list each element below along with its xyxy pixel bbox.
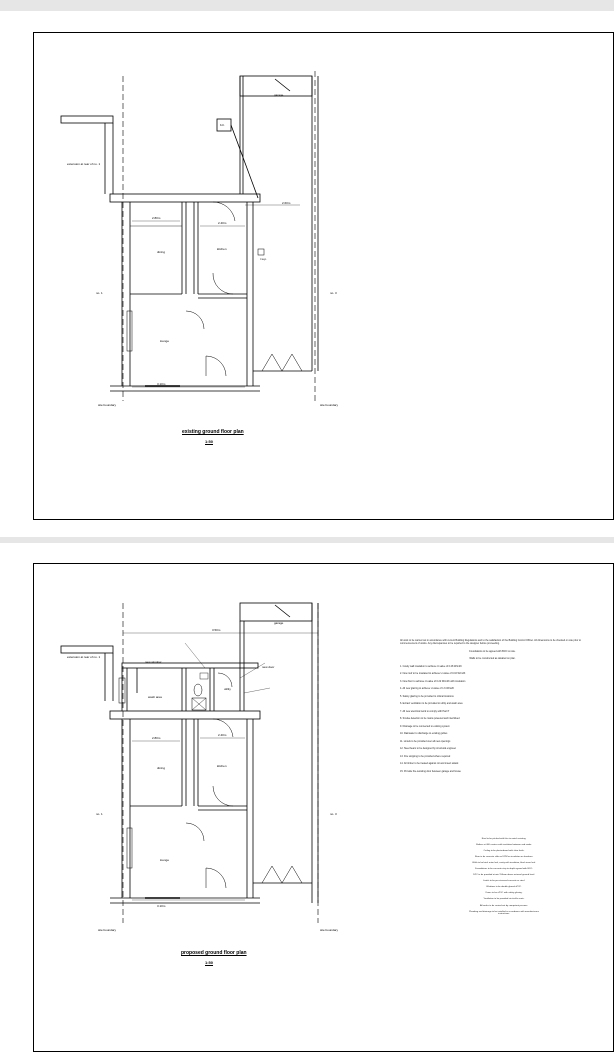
drawing-title: existing ground floor plan [182,429,244,435]
construction-note: DPC to be provided at min 150mm above external ground level. [473,874,535,877]
drawing-scale: 1:50 [205,960,214,965]
room-label-lounge: lounge [160,339,170,343]
spec-note: 13. Fire stopping to be provided where required [400,754,451,758]
construction-note: Ceiling to be plasterboard with skim finish. [483,850,525,853]
dimension-bottom: 3.10m [157,904,166,908]
construction-note: Lintels to be pre-stressed concrete or steel. [483,880,525,883]
neighbour-note: extension at rear of no. 1 [67,655,101,659]
spec-note: Foundations to be agreed with BCO on site. [469,649,516,653]
room-label-kitchen: kitchen [217,247,227,251]
bin-label: b.h. [220,123,226,127]
spec-note: 7. All new electrical work to comply with Part P [400,709,450,713]
spec-note: 5. Safety glazing to be provided to critical locations [400,694,454,698]
dimension-top: 3.50m [212,628,221,632]
existing-floor-plan-drawing [0,11,614,537]
spec-note: 12. Steel beam to be designed by structural engineer [400,747,457,750]
garage-label: garage [274,621,284,625]
spec-note: 15. Provide fire-resisting door between garage and house [400,769,461,773]
proposed-floor-plan-drawing [0,543,614,1053]
neighbour-note: extension at rear of no. 1 [67,162,101,166]
side-label-right: no. 3 [330,291,337,295]
spec-note: 3. New floor to achieve U-value of 0.22 W/m2K with insulation [400,679,466,683]
construction-note: Roof to be pitched with tiles to match existing. [481,838,527,840]
drawing-sheet-existing [0,11,614,537]
gully-label: r.w.p. [260,257,268,261]
dimension-dining: 2.80m [152,216,161,220]
spec-note: 9. Drainage to be connected to existing system [400,724,450,728]
construction-note: Foundations to be concrete strip to depth agreed with BCO. [475,868,533,871]
spec-note: 4. All new glazing to achieve U-value of 1.6 W/m2K [400,687,455,690]
side-label-left: no. 1 [96,291,103,295]
spec-note: 11. Lintels to be provided over all new openings [400,739,451,743]
boundary-label-right: site boundary [320,928,339,932]
construction-note: Plumbing and drainage to be installed in accordance with manufacturers instructions. [469,910,539,916]
construction-note: Rafters at 400 centres with insulation between and under. [476,844,532,847]
boundary-label-left: site boundary [98,928,117,932]
utility-label: utility [224,687,231,691]
spec-note: 1. Cavity wall insulation to achieve U-value of 0.28 W/m2K [400,664,462,668]
dimension-bottom: 3.10m [157,382,166,386]
spec-note: 8. Smoke detection to be mains powered and interlinked [400,717,460,720]
wash-area-label: wash area [148,695,162,699]
drawing-title: proposed ground floor plan [181,950,247,956]
construction-note: All works to be carried out by competent persons. [480,904,528,907]
spec-note: 14. All timber to be treated against rot and insect attack [400,762,459,765]
garage-label: garage [274,93,284,97]
construction-note: Ventilation to be provided via trickle vents. [483,898,525,901]
spec-note: 2. New roof to be insulated to achieve U-value of 0.16 W/m2K [400,672,466,675]
spec-note: 6. Extract ventilation to be provided to utility and wash area [400,702,463,705]
drawing-sheet-proposed [0,543,614,1053]
spec-note: 10. Rainwater to discharge to existing gullies [400,732,448,735]
construction-notes [464,838,544,919]
dimension-kitchen: 2.40m [218,733,227,737]
spec-note: Walls to be constructed as detailed on plan. [469,657,516,660]
construction-note: Walls to be brick outer leaf, cavity with insulation, block inner leaf. [472,862,536,865]
spec-note: All work to be carried out in accordance with current Building Regulations and to the satisfaction of the Building Control Officer. All dimensions to be checked on site prior to commencement of works. Any discrepancies to be reported to the designer before proceeding. [400,639,581,645]
note-new-window: new window [145,660,162,664]
side-label-right: no. 3 [330,812,337,816]
construction-note: Floor to be concrete slab on DPM on insulation on hardcore. [474,856,534,859]
room-label-dining: dining [157,250,166,254]
room-label-lounge: lounge [160,858,170,862]
boundary-label-right: site boundary [320,403,339,407]
room-label-kitchen: kitchen [217,764,227,768]
specification-notes [400,639,585,777]
boundary-label-left: site boundary [98,403,117,407]
construction-note: Doors to be uPVC with safety glazing. [485,892,523,895]
room-label-dining: dining [157,766,166,770]
dimension-dining: 2.80m [152,736,161,740]
drawing-scale: 1:50 [205,439,214,444]
note-new-door: new door [262,665,275,669]
construction-note: Windows to be double glazed uPVC. [486,886,522,889]
side-label-left: no. 1 [96,812,103,816]
dimension-kitchen: 2.40m [218,221,227,225]
dimension-top: 2.60m [282,201,291,205]
